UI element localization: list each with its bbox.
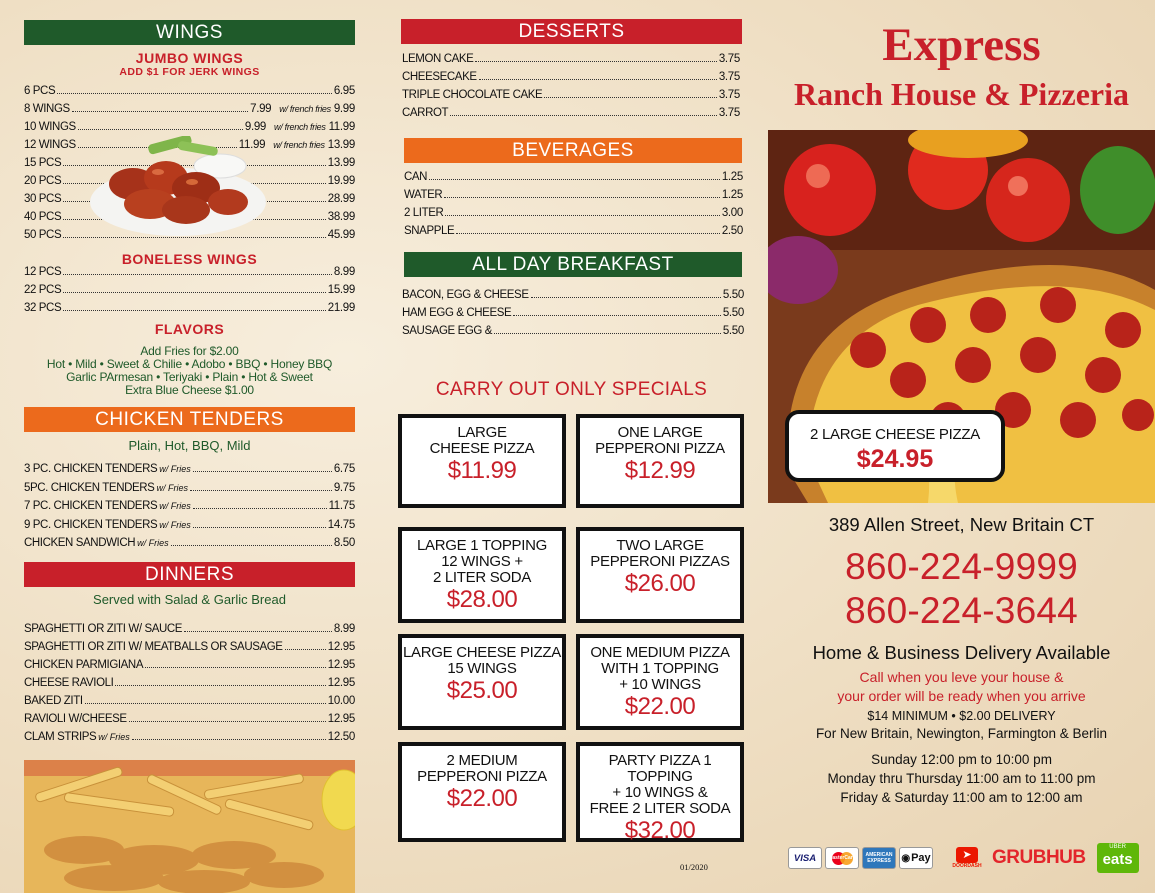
menu-item: [402, 68, 740, 86]
item-note: w/ Fries: [159, 519, 191, 530]
item-price: 5.50: [722, 325, 744, 337]
special-line: + 10 WINGS &: [612, 784, 708, 801]
item-name: 12 PCS: [24, 266, 62, 278]
fries-option-label: w/ french fries: [274, 122, 326, 132]
special-line: PEPPERONI PIZZA: [595, 440, 725, 457]
special-price: $22.00: [624, 693, 696, 720]
clam-strips-photo: [24, 760, 355, 893]
carry-out-specials-title: CARRY OUT ONLY SPECIALS: [435, 379, 708, 400]
item-name: SPAGHETTI OR ZITI W/ MEATBALLS OR SAUSAGE: [24, 641, 283, 653]
special-line: 15 WINGS: [447, 660, 517, 677]
special-price: $25.00: [446, 677, 518, 704]
print-date: 01/2020: [680, 862, 708, 872]
menu-item: [24, 263, 355, 281]
item-price: 5.50: [722, 289, 744, 301]
item-price: 13.99: [327, 157, 355, 169]
item-price: 3.75: [718, 53, 740, 65]
fries-option-label: w/ french fries: [273, 140, 325, 150]
menu-item: [24, 100, 355, 118]
item-name: 6 PCS: [24, 85, 56, 97]
desserts-header: DESSERTS: [401, 19, 742, 44]
special-line: LARGE: [457, 424, 507, 441]
special-description: [402, 538, 562, 586]
dot-leader: [63, 274, 332, 275]
doordash-logo: [949, 847, 985, 869]
wings-photo: [88, 136, 268, 240]
menu-item: [404, 204, 743, 222]
jerk-wings-note: ADD $1 FOR JERK WINGS: [119, 66, 260, 78]
dot-leader: [190, 490, 332, 491]
item-price: 21.99: [327, 302, 355, 314]
left-column: [24, 0, 355, 893]
flavors-line: Hot • Mild • Sweet & Chilie • Adobo • BBQ • Honey BBQ: [46, 357, 333, 371]
phone-secondary[interactable]: 860-224-3644: [845, 590, 1078, 631]
item-price: 38.99: [327, 211, 355, 223]
item-price: 3.75: [718, 71, 740, 83]
menu-item: [402, 104, 740, 122]
item-price: 5.50: [722, 307, 744, 319]
flavors-line: Extra Blue Cheese $1.00: [125, 383, 254, 397]
special-price: $28.00: [446, 586, 518, 613]
item-name: CAN: [404, 171, 428, 183]
mastercard-logo: [825, 847, 859, 869]
fries-option-price: 11.99: [328, 121, 355, 133]
special-offer-box[interactable]: [398, 634, 566, 730]
item-name: CLAM STRIPS: [24, 731, 97, 743]
dot-leader: [85, 703, 326, 704]
special-description: [402, 753, 562, 785]
item-name: 3 PC. CHICKEN TENDERS: [24, 463, 158, 475]
item-price: 9.75: [333, 481, 355, 494]
delivery-minimum: $14 MINIMUM • $2.00 DELIVERY: [867, 709, 1056, 723]
item-name: BACON, EGG & CHEESE: [402, 289, 529, 301]
menu-item: [24, 516, 355, 535]
item-name: LEMON CAKE: [402, 53, 474, 65]
special-offer-box[interactable]: [576, 527, 744, 623]
doordash-label: DOORDASH: [952, 863, 982, 869]
ubereats-top: UBER: [1109, 844, 1126, 850]
menu-item: [24, 674, 355, 692]
item-name: SNAPPLE: [404, 225, 455, 237]
item-price: 8.50: [333, 537, 355, 549]
special-line: ONE MEDIUM PIZZA: [590, 644, 730, 661]
call-ahead-line1: Call when you leve your house &: [859, 669, 1064, 685]
menu-item: [24, 728, 355, 746]
menu-item: [24, 638, 355, 656]
dot-leader: [444, 197, 720, 198]
item-name: CHICKEN PARMIGIANA: [24, 659, 144, 671]
flavors-list: [24, 345, 355, 397]
promo-badge: [785, 410, 1005, 482]
flavors-title: FLAVORS: [154, 321, 225, 337]
item-name: 10 WINGS: [24, 121, 76, 133]
dot-leader: [544, 97, 717, 98]
jumbo-wings-title: JUMBO WINGS: [135, 50, 244, 66]
item-price: 11.99: [238, 139, 266, 151]
item-price: 8.99: [333, 266, 355, 278]
menu-item: [24, 710, 355, 728]
applepay-label: Pay: [911, 852, 931, 864]
special-description: [580, 538, 740, 570]
special-line: LARGE 1 TOPPING: [417, 537, 547, 554]
special-line: ONE LARGE: [617, 424, 703, 441]
item-price: 19.99: [327, 175, 355, 187]
dot-leader: [429, 179, 720, 180]
brand-name: Express: [882, 19, 1041, 71]
dot-leader: [129, 721, 326, 722]
item-name: 12 WINGS: [24, 139, 76, 151]
dot-leader: [494, 333, 721, 334]
dinners-subtitle: Served with Salad & Garlic Bread: [93, 592, 286, 607]
item-price: 1.25: [721, 171, 743, 183]
ubereats-bottom: eats: [1102, 851, 1133, 868]
item-price: 6.95: [333, 85, 355, 97]
desserts-list: [402, 50, 740, 122]
item-price: 3.00: [721, 207, 743, 219]
dot-leader: [57, 93, 332, 94]
chicken-tenders-header: CHICKEN TENDERS: [24, 407, 355, 432]
item-name: SAUSAGE EGG &: [402, 325, 493, 337]
ubereats-logo: [1097, 843, 1139, 873]
special-line: 12 WINGS +: [441, 553, 523, 570]
menu-item: [24, 692, 355, 710]
item-name: WATER: [404, 189, 443, 201]
item-name: CHEESECAKE: [402, 71, 477, 83]
menu-item: [24, 656, 355, 674]
special-price: $11.99: [447, 457, 517, 484]
item-name: SPAGHETTI OR ZITI W/ SAUCE: [24, 623, 183, 635]
applepay-logo: [899, 847, 933, 869]
dot-leader: [475, 61, 716, 62]
boneless-wings-title: BONELESS WINGS: [121, 251, 258, 267]
item-name: 7 PC. CHICKEN TENDERS: [24, 500, 158, 512]
dot-leader: [115, 685, 325, 686]
item-price: 9.99: [244, 121, 267, 133]
mastercard-label: MasterCard: [828, 855, 856, 861]
right-column: [768, 0, 1155, 893]
promo-text: 2 LARGE CHEESE PIZZA: [810, 426, 980, 443]
special-line: LARGE CHEESE PIZZA: [403, 644, 561, 661]
item-price: 8.99: [333, 623, 355, 635]
menu-item: [24, 460, 355, 479]
dot-leader: [285, 649, 326, 650]
special-line: PEPPERONI PIZZA: [417, 768, 547, 785]
apple-icon: ◉: [901, 852, 911, 864]
item-note: w/ Fries: [156, 482, 188, 493]
beverages-list: [404, 168, 743, 240]
tenders-subtitle: Plain, Hot, BBQ, Mild: [128, 438, 251, 453]
item-name: CHICKEN SANDWICH: [24, 537, 136, 549]
item-name: 50 PCS: [24, 229, 62, 241]
dinners-list: [24, 620, 355, 746]
item-name: 30 PCS: [24, 193, 62, 205]
brand-subtitle: Ranch House & Pizzeria: [793, 76, 1130, 112]
hours-sunday: Sunday 12:00 pm to 10:00 pm: [871, 752, 1052, 767]
beverages-header: BEVERAGES: [404, 138, 742, 163]
menu-item: [24, 281, 355, 299]
delivery-info: Home & Business Delivery Available: [812, 642, 1111, 663]
flavors-line: Add Fries for $2.00: [140, 344, 239, 358]
special-offer-box[interactable]: [398, 414, 566, 508]
special-description: [580, 425, 740, 457]
wings-header: WINGS: [24, 20, 355, 45]
tenders-list: [24, 460, 355, 553]
item-price: 1.25: [721, 189, 743, 201]
dot-leader: [456, 233, 720, 234]
item-price: 2.50: [721, 225, 743, 237]
special-line: 2 LITER SODA: [432, 569, 532, 586]
hours-weekdays: Monday thru Thursday 11:00 am to 11:00 pm: [827, 771, 1096, 786]
call-ahead-line2: your order will be ready when you arrive: [837, 688, 1086, 704]
special-description: [580, 645, 740, 693]
special-line: PARTY PIZZA 1 TOPPING: [608, 752, 712, 785]
special-line: FREE 2 LITER SODA: [589, 800, 731, 817]
promo-price: $24.95: [856, 445, 934, 473]
special-price: $26.00: [624, 570, 696, 597]
fries-option-label: w/ french fries: [279, 104, 331, 114]
special-price: $12.99: [624, 457, 696, 484]
flavors-line: Garlic PArmesan • Teriyaki • Plain • Hot & Sweet: [66, 370, 313, 384]
item-price: 12.95: [327, 713, 355, 725]
doordash-icon: ➤: [956, 847, 978, 863]
item-name: 15 PCS: [24, 157, 62, 169]
special-offer-box[interactable]: [398, 742, 566, 842]
menu-item: [402, 322, 744, 340]
dot-leader: [171, 545, 332, 546]
item-name: 20 PCS: [24, 175, 62, 187]
fries-option-price: 9.99: [333, 103, 355, 115]
item-name: 40 PCS: [24, 211, 62, 223]
menu-item: [404, 168, 743, 186]
fries-option-price: 13.99: [327, 139, 355, 151]
dot-leader: [513, 315, 721, 316]
delivery-areas: For New Britain, Newington, Farmington & Berlin: [815, 726, 1108, 741]
special-offer-box[interactable]: [398, 527, 566, 623]
special-line: 2 MEDIUM: [446, 752, 518, 769]
item-note: w/ Fries: [137, 538, 169, 548]
dot-leader: [145, 667, 326, 668]
item-name: 9 PC. CHICKEN TENDERS: [24, 518, 158, 531]
dot-leader: [445, 215, 719, 216]
hours-weekend: Friday & Saturday 11:00 am to 12:00 am: [840, 790, 1083, 805]
item-name: RAVIOLI W/CHEESE: [24, 713, 127, 725]
breakfast-header: ALL DAY BREAKFAST: [404, 252, 742, 277]
item-price: 6.75: [333, 463, 355, 475]
special-line: + 10 WINGS: [619, 676, 701, 693]
item-price: 45.99: [327, 229, 355, 241]
item-price: 12.95: [327, 659, 355, 671]
item-name: HAM EGG & CHEESE: [402, 307, 512, 319]
menu-item: [24, 620, 355, 638]
breakfast-list: [402, 286, 744, 340]
special-description: [402, 645, 562, 677]
item-price: 11.75: [328, 500, 355, 512]
dot-leader: [184, 631, 332, 632]
item-price: 28.99: [327, 193, 355, 205]
menu-item: [402, 50, 740, 68]
menu-item: [402, 86, 740, 104]
address: 389 Allen Street, New Britain CT: [828, 514, 1095, 535]
menu-item: [24, 534, 355, 553]
item-price: 12.95: [327, 641, 355, 653]
menu-item: [24, 299, 355, 317]
menu-item: [404, 186, 743, 204]
menu-item: [404, 222, 743, 240]
item-note: w/ Fries: [159, 501, 191, 511]
special-offer-box[interactable]: [576, 742, 744, 842]
item-name: 5PC. CHICKEN TENDERS: [24, 481, 155, 494]
menu-item: [402, 304, 744, 322]
item-name: CARROT: [402, 107, 449, 119]
special-description: [402, 425, 562, 457]
dot-leader: [132, 739, 326, 740]
visa-logo: VISA: [788, 847, 822, 869]
boneless-list: [24, 263, 355, 317]
dot-leader: [193, 527, 326, 528]
dot-leader: [78, 129, 243, 130]
dot-leader: [72, 111, 248, 112]
amex-logo: AMERICAN EXPRESS: [862, 847, 896, 869]
dot-leader: [193, 508, 327, 509]
dot-leader: [193, 471, 332, 472]
item-name: BAKED ZITI: [24, 695, 83, 707]
menu-item: [24, 82, 355, 100]
phone-primary[interactable]: 860-224-9999: [845, 546, 1078, 587]
special-line: CHEESE PIZZA: [429, 440, 535, 457]
menu-item: [24, 497, 355, 516]
dot-leader: [450, 115, 717, 116]
special-price: $22.00: [446, 785, 518, 812]
item-price: 10.00: [327, 695, 355, 707]
special-offer-box[interactable]: [576, 414, 744, 508]
item-price: 14.75: [327, 518, 355, 531]
dot-leader: [63, 292, 325, 293]
item-name: 2 LITER: [404, 207, 444, 219]
item-name: 32 PCS: [24, 302, 62, 314]
special-line: TWO LARGE: [616, 537, 704, 554]
item-price: 12.50: [327, 731, 355, 743]
special-offer-box[interactable]: [576, 634, 744, 730]
menu-item: [402, 286, 744, 304]
middle-column: [398, 0, 745, 893]
special-line: PEPPERONI PIZZAS: [590, 553, 730, 570]
item-price: 3.75: [718, 107, 740, 119]
item-name: 22 PCS: [24, 284, 62, 296]
item-price: 7.99: [250, 103, 272, 115]
special-line: WITH 1 TOPPING: [601, 660, 719, 677]
item-price: 3.75: [718, 89, 740, 101]
dot-leader: [531, 297, 721, 298]
payment-logos: [788, 845, 1139, 871]
dinners-header: DINNERS: [24, 562, 355, 587]
dot-leader: [63, 310, 325, 311]
special-description: [580, 753, 740, 817]
menu-item: [24, 479, 355, 498]
item-name: CHEESE RAVIOLI: [24, 677, 114, 689]
item-note: w/ Fries: [98, 732, 130, 742]
menu-item: [24, 118, 355, 136]
special-price: $32.00: [624, 817, 696, 844]
item-price: 15.99: [327, 284, 355, 296]
item-name: 8 WINGS: [24, 103, 70, 115]
item-note: w/ Fries: [159, 464, 191, 474]
dot-leader: [479, 79, 717, 80]
item-name: TRIPLE CHOCOLATE CAKE: [402, 89, 543, 101]
grubhub-logo: GRUBHUB: [992, 847, 1086, 868]
item-price: 12.95: [327, 677, 355, 689]
